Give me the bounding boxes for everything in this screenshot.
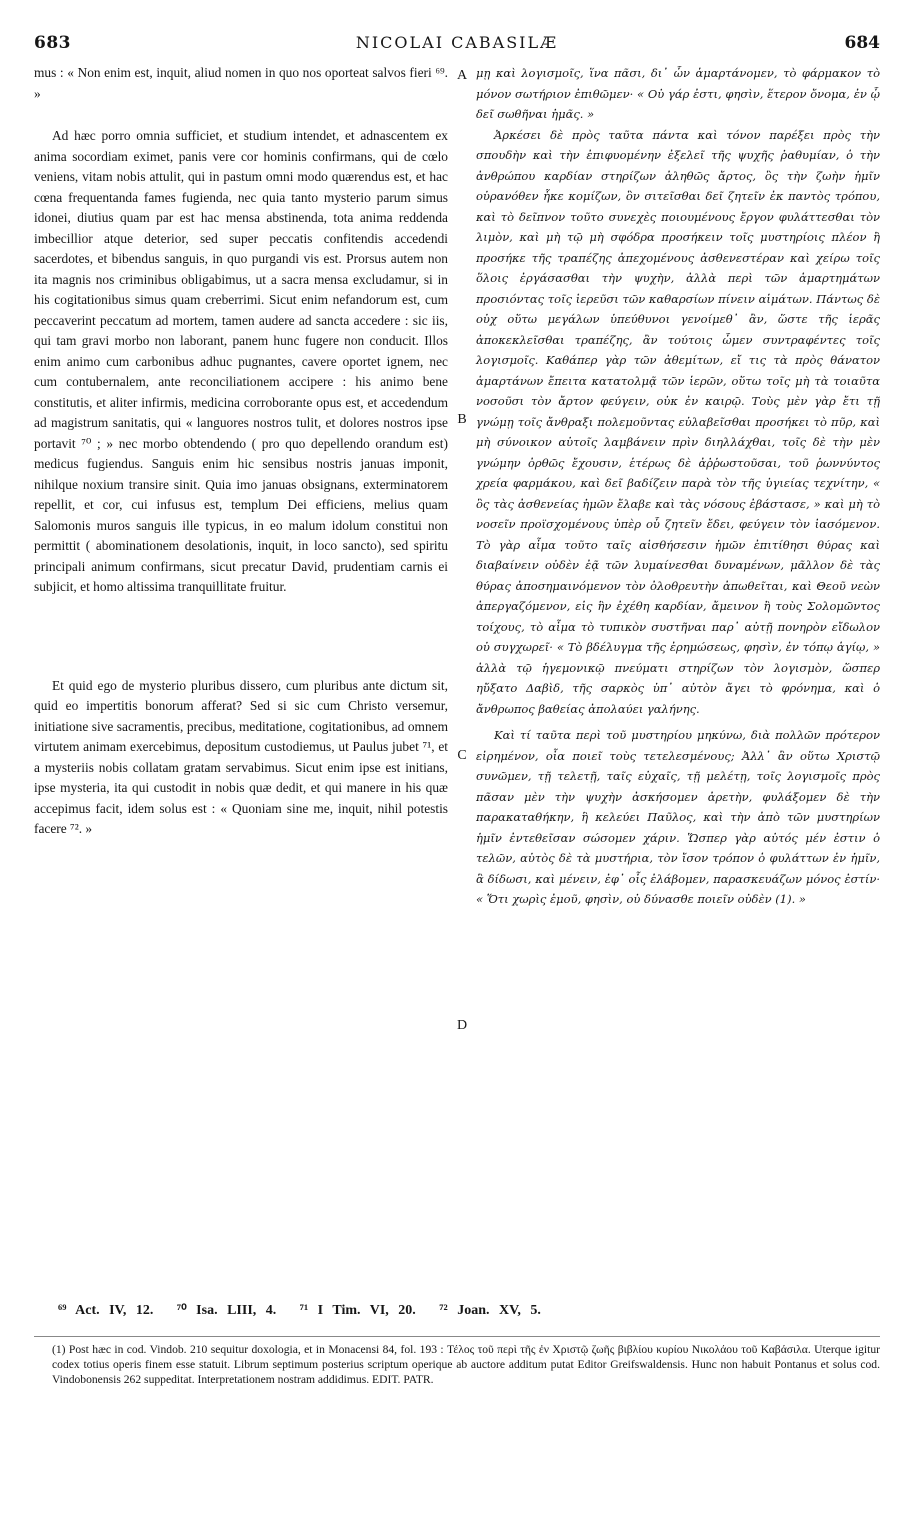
footnote: (1) Post hæc in cod. Vindob. 210 sequitur doxologia, et in Monacensi 84, fol. 193 : Τέλος τοῦ περὶ τῆς ἐν Χριστῷ ζωῆς βιβλίου κυρίου Νικολάου τοῦ Καβάσιλα. Uterque igitur codex totius operis finem esse statuit. Librum septimum posterius scriptum operique ab auctore additum putat Editor Greifswaldensis. Hunc non habuit Pontanus et solus cod. Vindobonensis 262 suppeditat. Interpretationem nostram addidimus. EDIT. PATR. xyxy=(52,1343,880,1386)
greek-paragraph-1: μῃ καὶ λογισμοῖς, ἵνα πᾶσι, δι᾽ ὧν ἁμαρτάνομεν, τὸ φάρμακον τὸ μόνον σωτήριον ἐπιθῶμεν· « Οὐ γάρ ἐστι, φησὶν, ἕτερον ὄνομα, ἐν ᾧ δεῖ σωθῆναι ἡμᾶς. » xyxy=(476,66,880,121)
margin-marker-a: A xyxy=(456,68,468,83)
reference-70: ⁷⁰ Isa. LIII, 4. xyxy=(176,1303,277,1318)
reference-72: ⁷² Joan. XV, 5. xyxy=(439,1303,541,1318)
latin-column xyxy=(34,63,448,840)
greek-paragraph-3: Καὶ τί ταῦτα περὶ τοῦ μυστηρίου μηκύνω, διὰ πολλῶν πρότερον εἰρημένον, οἷα ποιεῖ τοὺς τετελεσμένους; Ἀλλ᾽ ἂν οὕτω Χριστῷ συνῶμεν, τῇ τελετῇ, ταῖς εὐχαῖς, τῇ μελέτῃ, τοῖς λογισμοῖς πρὸς πᾶσαν μὲν τὴν ψυχὴν ἀσκήσομεν ἀρετὴν, φυλάξομεν δὲ τὴν παρακαταθήκην, ἣ κελεύει Παῦλος, καὶ τὴν ἀπὸ τῶν μυστηρίων ἡμῖν ἐντεθεῖσαν σώσομεν χάριν. Ὥσπερ γὰρ αὐτός μέν ἐστιν ὁ τελῶν, αὐτὸς δὲ τὰ μυστήρια, τὸν ἴσον τρόπον ὁ φυλάττων ἐν ἡμῖν, ἃ δίδωσι, καὶ μένειν, ἐφ᾽ οἷς ἐλάβομεν, παρασκευάζων μόνος ἐστίν· « Ὅτι χωρὶς ἐμοῦ, φησὶν, οὐ δύνασθε ποιεῖν οὐδὲν (1). » xyxy=(476,728,880,906)
footnote-divider xyxy=(34,1336,880,1337)
greek-paragraph-2: Ἀρκέσει δὲ πρὸς ταῦτα πάντα καὶ τόνον παρέξει πρὸς τὴν σπουδὴν καὶ τὴν ἐπιφυομένην ἐξελεῖ τῆς ψυχῆς ῥαθυμίαν, ὁ τὴν ἀνθρώπου καρδίαν στηρίζων ἀληθῶς ἄρτος, ὃς τὴν ζωὴν ἡμῖν οὐρανόθεν ἧκε κομίζων, ὃν σιτεῖσθαι δεῖ ζητεῖν ἐκ παντὸς τρόπου, καὶ τὸ δεῖπνον τοῦτο συνεχὲς ποιουμένους ἔργον φυλάττεσθαι τὸν λιμὸν, καὶ μὴ τῷ μὴ σφόδρα προσήκειν τοῖς μυστηρίοις πλέον ἢ προσήκε τῆς τραπέζης ἀπεχομένους ἀσθενεστέραν καὶ χείρω τοῖς ὅλοις ἐργάσασθαι τὴν ψυχὴν, ἀλλὰ περὶ τῶν ἁμαρτημάτων προσιόντας τοῖς ἱερεῦσι τῶν καθαρσίων πίνειν αἱμάτων. Πάντως δὲ οὐχ οὕτω μεγάλων ὑπεύθυνοι γενοίμεθ᾽ ἂν, ὥστε τῆς ἱερᾶς ἀποκεκλεῖσθαι τραπέζης, ἂν τούτοις ὦμεν συντραφέντες τοῖς λογισμοῖς. Καθάπερ γὰρ τῶν ἀθεμίτων, εἴ τις τὰ πρὸς θάνατον ἁμαρτάνων ἔπειτα κατατολμᾷ τῶν ἱερῶν, οὕτω τοῖς μὴ τὰ τοιαῦτα νοσοῦσι τὸν ἄρτον φεύγειν, οὐκ ἐν καιρῷ. Τοὺς μὲν γὰρ ἔτι τῇ γνώμῃ τοῖς ἄνθραξι πολεμοῦντας εὐλαβεῖσθαι προσήκει τὸ πῦρ, καὶ μὴ σύνοικον αὐτοῖς λαμβάνειν πρὶν διηλλάχθαι, τοῖς δὲ τὴν μὲν γνώμην ὀρθῶς ἔχουσιν, ἑτέρως δὲ ἀῤῥωστοῦσαι, τοῦ ῥωννύντος χρεία φαρμάκου, καὶ δεῖ βαδίζειν παρὰ τὸν τῆς ὑγιείας τεχνίτην, « ὃς τὰς ἀσθενείας ἡμῶν ἔλαβε καὶ τὰς νόσους ἐβάστασε, » καὶ μὴ τὸ νοσεῖν προϊσχομένους ὑπὲρ οὗ ζητεῖν ἔδει, φεύγειν τὸν ἰασόμενον. Τὸ γὰρ αἷμα τοῦτο ταῖς αἰσθήσεσιν ἡμῶν ἐπιτίθησι θύρας καὶ διαβαίνειν οὐδὲν ἐᾷ τῶν λυμαίνεσθαι δυναμένων, μᾶλλον δὲ τὰς θύρας ἀποσημαινόμενον τὸν ὀλοθρευτὴν ἀπωθεῖται, καὶ Θεοῦ νεὼν ἀπεργαζόμενον, εἰς ἣν ἐχέθη καρδίαν, ἄμεινον ἢ τοὺς Σολομῶντος τοίχους, τὸ αἷμα τὸ τυπικὸν συστῆναι παρ᾽ αὐτῇ πονηρὸν εἴδωλον οὐ συγχωρεῖ· « Τὸ βδέλυγμα τῆς ἐρημώσεως, φησὶν, ἐν τόπῳ ἁγίῳ, » ἀλλὰ τῷ ἡγεμονικῷ πνεύματι στηρίζων τὸν λογισμὸν, ὥσπερ ηὔξατο Δαβὶδ, τῆς σαρκὸς ὑπ᾽ αὐτὸν ἄγει τὸ φρόνημα, καὶ ὁ ἄνθρωπος βαθείας ἀπολαύει γαλήνης. xyxy=(476,127,880,716)
greek-column xyxy=(476,63,880,910)
scripture-references xyxy=(58,1302,898,1319)
reference-69: ⁶⁹ Act. IV, 12. xyxy=(58,1303,154,1318)
running-title: NICOLAI CABASILÆ xyxy=(355,33,559,52)
margin-marker-b: B xyxy=(457,412,467,427)
page-number-left: 683 xyxy=(34,33,71,53)
latin-paragraph-3: Et quid ego de mysterio pluribus dissero, cum pluribus ante dictum sit, quid eo impertitis bonorum afferat? Sed si sic cum Christo versemur, initiatione sive sacramentis, precibus, meditatione, cogitationibus, ad omnem virtutem animam exercebimus, depositum custodiemus, ut Paulus jubet ⁷¹, et a mysteriis nobis collatam gratam servabimus. Sicut enim ipse est initians, ipse mysteria, ita qui custodit in nobis quæ dedit, et qui manere in his quæ accepimus facit, idem solus est : « Quoniam sine me, inquit, nihil potestis facere ⁷². » xyxy=(34,677,448,836)
page-number-right: 684 xyxy=(844,33,880,53)
margin-marker-d: D xyxy=(456,1018,468,1033)
latin-paragraph-2: Ad hæc porro omnia sufficiet, et studium intendet, et adnascentem ex anima socordiam eximet, panis vere cor hominis confirmans, qui de cœlo veniens, vitam nobis attulit, qui in pastum omni modo quærendus est, et hac cœna frequentanda fames fugienda, nec quia tanto mysterio parum simus idonei, diutius quam par est hac mensa abstinenda, tota anima reddenda imbecillior atque deterior, sed super peccatis confitendis accedendi sacerdotes, et bibendus sanguis, in quo purgandi vis est. Prorsus autem non ita magnis nos criminibus obligabimus, ut a sacra mensa excludamur, si in his cogitationibus simus quam creberrimi. Sicut enim nefandorum est, cum peccaverint peccatum ad mortem, tamen audere ad sancta accedere : sic iis, qui tam gravi morbo non laborant, panem hunc fugere non conducit. Illos enim animo cum carbonibus adhuc pugnantes, cavere oportet ignem, nec cum contubernalem, ante reconciliationem accipere : his animo bene constitutis, et aliter infirmis, medicina corroborante opus est, et accedendum ad magistrum sanitatis, qui « languores nostros tulit, et dolores nostros ipse portavit ⁷⁰ ; » nec morbo obtendendo ( pro quo depellendo orandum est) medicus fugiendus. Sanguis enim hic sensibus nostris januas imponit, nihilque noxium transire sinit. Quia imo januas obsignans, exterminatorem repellit, et cor, cui infusus est, templum Dei efficiens, melius quam Salomonis muros sanguis ille typicus, in eo malum idolum constitui non permittit ( abominationem desolationis, inquit, in loco sancto), sed spiritu principali animum confirmans, sicut precatur David, prudentiam carnis ei subjicit, et homo altissima tranquillitate fruitur. xyxy=(34,128,448,594)
page-header xyxy=(34,33,880,59)
margin-marker-c: C xyxy=(457,748,467,763)
latin-paragraph-1: mus : « Non enim est, inquit, aliud nomen in quo nos oporteat salvos fieri ⁶⁹. » xyxy=(34,65,448,101)
reference-71: ⁷¹ I Tim. VI, 20. xyxy=(299,1303,416,1318)
